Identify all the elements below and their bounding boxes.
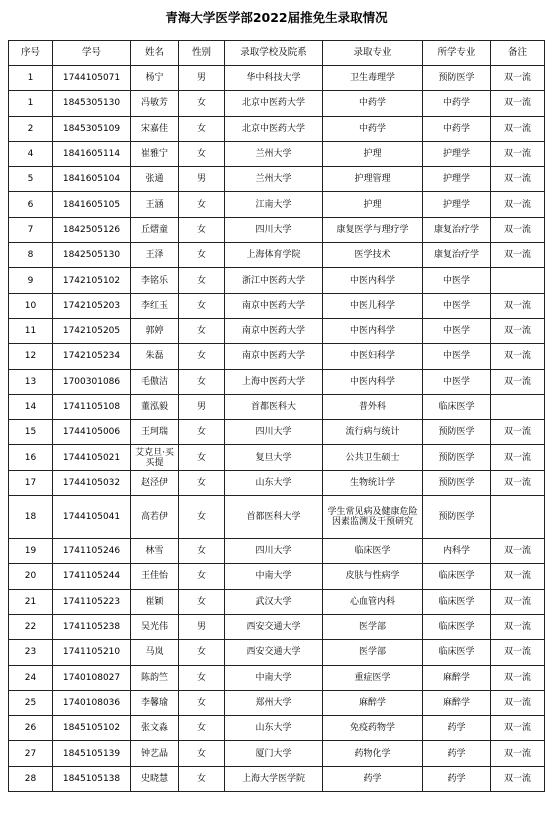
cell-name: 张文淼 (131, 716, 179, 741)
cell-admitted-major: 中医儿科学 (323, 293, 423, 318)
cell-admitted-major: 中医妇科学 (323, 344, 423, 369)
cell-admitted-major: 中药学 (323, 91, 423, 116)
cell-admitted-major: 麻醉学 (323, 690, 423, 715)
table-row (9, 589, 545, 614)
cell-student-id: 1744105041 (53, 496, 131, 539)
cell-name: 宋嘉佳 (131, 116, 179, 141)
header-admitted-school: 录取学校及院系 (225, 41, 323, 66)
cell-index: 5 (9, 167, 53, 192)
cell-studied-major: 中药学 (423, 91, 491, 116)
cell-admitted-school: 江南大学 (225, 192, 323, 217)
cell-gender: 女 (179, 293, 225, 318)
cell-student-id: 1845105138 (53, 766, 131, 791)
cell-gender: 女 (179, 91, 225, 116)
cell-student-id: 1741105210 (53, 640, 131, 665)
cell-studied-major: 康复治疗学 (423, 217, 491, 242)
cell-student-id: 1742105203 (53, 293, 131, 318)
table-row (9, 369, 545, 394)
cell-admitted-school: 西安交通大学 (225, 614, 323, 639)
cell-name: 朱磊 (131, 344, 179, 369)
cell-student-id: 1744105032 (53, 470, 131, 495)
cell-admitted-major: 药学 (323, 766, 423, 791)
cell-gender: 女 (179, 589, 225, 614)
cell-name: 王涵 (131, 192, 179, 217)
cell-admitted-school: 上海中医药大学 (225, 369, 323, 394)
cell-admitted-school: 上海体育学院 (225, 243, 323, 268)
cell-remark: 双一流 (491, 470, 545, 495)
cell-remark: 双一流 (491, 91, 545, 116)
cell-student-id: 1842505130 (53, 243, 131, 268)
cell-admitted-school: 复旦大学 (225, 445, 323, 470)
cell-admitted-school: 浙江中医药大学 (225, 268, 323, 293)
cell-student-id: 1741105238 (53, 614, 131, 639)
cell-remark (491, 394, 545, 419)
table-row (9, 217, 545, 242)
cell-admitted-major: 皮肤与性病学 (323, 564, 423, 589)
cell-admitted-school: 四川大学 (225, 217, 323, 242)
cell-studied-major: 中医学 (423, 268, 491, 293)
table-row (9, 766, 545, 791)
cell-gender: 女 (179, 243, 225, 268)
cell-gender: 女 (179, 369, 225, 394)
cell-admitted-school: 厦门大学 (225, 741, 323, 766)
cell-remark: 双一流 (491, 564, 545, 589)
cell-name: 张通 (131, 167, 179, 192)
header-studied-major: 所学专业 (423, 41, 491, 66)
cell-studied-major: 内科学 (423, 539, 491, 564)
cell-gender: 女 (179, 665, 225, 690)
cell-gender: 女 (179, 716, 225, 741)
cell-remark: 双一流 (491, 445, 545, 470)
cell-index: 17 (9, 470, 53, 495)
cell-student-id: 1841605104 (53, 167, 131, 192)
page-title: 青海大学医学部2022届推免生录取情况 (165, 10, 388, 25)
cell-remark: 双一流 (491, 539, 545, 564)
cell-student-id: 1740108027 (53, 665, 131, 690)
cell-index: 4 (9, 141, 53, 166)
cell-studied-major: 中药学 (423, 116, 491, 141)
table-row (9, 420, 545, 445)
cell-name: 杨宁 (131, 66, 179, 91)
cell-admitted-major: 学生常见病及健康危险因素监测及干预研究 (323, 496, 423, 539)
cell-gender: 女 (179, 318, 225, 343)
cell-admitted-major: 医学部 (323, 640, 423, 665)
cell-student-id: 1845305130 (53, 91, 131, 116)
cell-gender: 女 (179, 445, 225, 470)
cell-name: 李铭乐 (131, 268, 179, 293)
cell-student-id: 1841605114 (53, 141, 131, 166)
cell-studied-major: 预防医学 (423, 420, 491, 445)
cell-studied-major: 临床医学 (423, 614, 491, 639)
cell-admitted-school: 郑州大学 (225, 690, 323, 715)
cell-name: 崔颖 (131, 589, 179, 614)
cell-admitted-major: 心血管内科 (323, 589, 423, 614)
cell-remark: 双一流 (491, 766, 545, 791)
cell-remark: 双一流 (491, 141, 545, 166)
cell-admitted-major: 普外科 (323, 394, 423, 419)
cell-admitted-major: 护理 (323, 192, 423, 217)
cell-studied-major: 麻醉学 (423, 690, 491, 715)
table-row (9, 116, 545, 141)
cell-admitted-school: 北京中医药大学 (225, 91, 323, 116)
cell-admitted-school: 上海大学医学院 (225, 766, 323, 791)
cell-index: 21 (9, 589, 53, 614)
cell-name: 王佳怡 (131, 564, 179, 589)
cell-index: 10 (9, 293, 53, 318)
header-remark: 备注 (491, 41, 545, 66)
cell-admitted-school: 南京中医药大学 (225, 344, 323, 369)
cell-name: 郭婷 (131, 318, 179, 343)
cell-gender: 女 (179, 564, 225, 589)
cell-gender: 女 (179, 141, 225, 166)
cell-studied-major: 中医学 (423, 318, 491, 343)
cell-admitted-major: 免疫药物学 (323, 716, 423, 741)
cell-name: 史晓慧 (131, 766, 179, 791)
cell-student-id: 1741105244 (53, 564, 131, 589)
cell-admitted-major: 医学部 (323, 614, 423, 639)
cell-remark: 双一流 (491, 589, 545, 614)
cell-index: 15 (9, 420, 53, 445)
cell-remark: 双一流 (491, 614, 545, 639)
table-row (9, 66, 545, 91)
table-row (9, 665, 545, 690)
table-row (9, 167, 545, 192)
cell-admitted-school: 四川大学 (225, 420, 323, 445)
table-row (9, 690, 545, 715)
cell-name: 王泽 (131, 243, 179, 268)
cell-index: 23 (9, 640, 53, 665)
cell-admitted-major: 流行病与统计 (323, 420, 423, 445)
table-row (9, 470, 545, 495)
cell-index: 18 (9, 496, 53, 539)
cell-gender: 女 (179, 640, 225, 665)
cell-student-id: 1700301086 (53, 369, 131, 394)
table-row (9, 318, 545, 343)
cell-name: 赵泾伊 (131, 470, 179, 495)
cell-index: 28 (9, 766, 53, 791)
cell-index: 20 (9, 564, 53, 589)
table-row (9, 741, 545, 766)
cell-name: 丘熠童 (131, 217, 179, 242)
cell-studied-major: 药学 (423, 741, 491, 766)
table-row (9, 564, 545, 589)
cell-remark: 双一流 (491, 344, 545, 369)
cell-index: 11 (9, 318, 53, 343)
table-row (9, 192, 545, 217)
cell-student-id: 1741105223 (53, 589, 131, 614)
cell-admitted-major: 卫生毒理学 (323, 66, 423, 91)
cell-admitted-school: 中南大学 (225, 564, 323, 589)
cell-remark: 双一流 (491, 690, 545, 715)
cell-studied-major: 药学 (423, 716, 491, 741)
table-row (9, 394, 545, 419)
cell-student-id: 1845105139 (53, 741, 131, 766)
cell-remark: 双一流 (491, 716, 545, 741)
cell-remark: 双一流 (491, 167, 545, 192)
cell-index: 1 (9, 91, 53, 116)
cell-admitted-major: 临床医学 (323, 539, 423, 564)
cell-admitted-major: 护理管理 (323, 167, 423, 192)
cell-student-id: 1845305109 (53, 116, 131, 141)
cell-admitted-major: 中医内科学 (323, 369, 423, 394)
cell-name: 马岚 (131, 640, 179, 665)
cell-admitted-major: 中医内科学 (323, 318, 423, 343)
cell-index: 8 (9, 243, 53, 268)
table-row (9, 141, 545, 166)
table-row (9, 640, 545, 665)
cell-index: 26 (9, 716, 53, 741)
cell-admitted-major: 医学技术 (323, 243, 423, 268)
table-row (9, 445, 545, 470)
cell-studied-major: 麻醉学 (423, 665, 491, 690)
cell-name: 吴光伟 (131, 614, 179, 639)
cell-student-id: 1744105071 (53, 66, 131, 91)
cell-remark: 双一流 (491, 420, 545, 445)
cell-studied-major: 中医学 (423, 293, 491, 318)
cell-gender: 女 (179, 496, 225, 539)
cell-admitted-school: 南京中医药大学 (225, 318, 323, 343)
cell-studied-major: 预防医学 (423, 66, 491, 91)
cell-gender: 男 (179, 614, 225, 639)
cell-index: 25 (9, 690, 53, 715)
cell-gender: 女 (179, 344, 225, 369)
cell-admitted-major: 药物化学 (323, 741, 423, 766)
cell-admitted-school: 武汉大学 (225, 589, 323, 614)
cell-studied-major: 药学 (423, 766, 491, 791)
cell-studied-major: 护理学 (423, 192, 491, 217)
cell-gender: 女 (179, 690, 225, 715)
table-row (9, 91, 545, 116)
cell-admitted-major: 公共卫生硕士 (323, 445, 423, 470)
cell-student-id: 1740108036 (53, 690, 131, 715)
cell-admitted-school: 首都医科大学 (225, 496, 323, 539)
cell-index: 7 (9, 217, 53, 242)
cell-studied-major: 预防医学 (423, 445, 491, 470)
table-row (9, 268, 545, 293)
cell-studied-major: 临床医学 (423, 589, 491, 614)
cell-student-id: 1842505126 (53, 217, 131, 242)
cell-remark: 双一流 (491, 640, 545, 665)
table-row (9, 614, 545, 639)
admission-table (8, 40, 545, 792)
header-gender: 性别 (179, 41, 225, 66)
cell-admitted-major: 重症医学 (323, 665, 423, 690)
cell-remark: 双一流 (491, 217, 545, 242)
cell-admitted-major: 生物统计学 (323, 470, 423, 495)
cell-student-id: 1741105246 (53, 539, 131, 564)
cell-studied-major: 中医学 (423, 344, 491, 369)
table-body (9, 66, 545, 792)
cell-index: 12 (9, 344, 53, 369)
cell-remark (491, 268, 545, 293)
cell-gender: 男 (179, 167, 225, 192)
cell-studied-major: 临床医学 (423, 640, 491, 665)
cell-studied-major: 护理学 (423, 167, 491, 192)
cell-student-id: 1744105006 (53, 420, 131, 445)
cell-index: 1 (9, 66, 53, 91)
cell-admitted-school: 南京中医药大学 (225, 293, 323, 318)
header-admitted-major: 录取专业 (323, 41, 423, 66)
cell-name: 陈韵竺 (131, 665, 179, 690)
table-row (9, 293, 545, 318)
cell-remark: 双一流 (491, 369, 545, 394)
table-row (9, 716, 545, 741)
cell-index: 27 (9, 741, 53, 766)
cell-admitted-school: 华中科技大学 (225, 66, 323, 91)
cell-name: 林雪 (131, 539, 179, 564)
cell-name: 王珂瑞 (131, 420, 179, 445)
cell-gender: 男 (179, 66, 225, 91)
cell-studied-major: 康复治疗学 (423, 243, 491, 268)
cell-admitted-school: 兰州大学 (225, 141, 323, 166)
cell-remark: 双一流 (491, 318, 545, 343)
cell-student-id: 1845105102 (53, 716, 131, 741)
cell-admitted-school: 山东大学 (225, 470, 323, 495)
cell-name: 董泓毅 (131, 394, 179, 419)
cell-admitted-school: 兰州大学 (225, 167, 323, 192)
cell-index: 2 (9, 116, 53, 141)
cell-gender: 女 (179, 741, 225, 766)
cell-index: 16 (9, 445, 53, 470)
table-row (9, 496, 545, 539)
cell-remark: 双一流 (491, 192, 545, 217)
cell-remark: 双一流 (491, 741, 545, 766)
cell-index: 13 (9, 369, 53, 394)
cell-studied-major: 预防医学 (423, 496, 491, 539)
cell-remark (491, 496, 545, 539)
cell-remark: 双一流 (491, 243, 545, 268)
cell-admitted-school: 首都医科大 (225, 394, 323, 419)
header-student-id: 学号 (53, 41, 131, 66)
cell-index: 9 (9, 268, 53, 293)
cell-index: 22 (9, 614, 53, 639)
cell-admitted-school: 西安交通大学 (225, 640, 323, 665)
cell-gender: 女 (179, 217, 225, 242)
cell-remark: 双一流 (491, 293, 545, 318)
cell-gender: 女 (179, 116, 225, 141)
cell-remark: 双一流 (491, 66, 545, 91)
cell-name: 崔雅宁 (131, 141, 179, 166)
cell-gender: 女 (179, 539, 225, 564)
cell-name: 毛傲洁 (131, 369, 179, 394)
cell-gender: 女 (179, 192, 225, 217)
table-row (9, 539, 545, 564)
cell-name: 李红玉 (131, 293, 179, 318)
cell-name: 钟艺晶 (131, 741, 179, 766)
cell-remark: 双一流 (491, 665, 545, 690)
cell-name: 高若伊 (131, 496, 179, 539)
cell-studied-major: 预防医学 (423, 470, 491, 495)
cell-gender: 女 (179, 420, 225, 445)
table-row (9, 243, 545, 268)
cell-student-id: 1741105108 (53, 394, 131, 419)
cell-remark: 双一流 (491, 116, 545, 141)
cell-index: 14 (9, 394, 53, 419)
cell-gender: 女 (179, 766, 225, 791)
cell-name: 艾克旦·买买提 (131, 445, 179, 470)
cell-studied-major: 中医学 (423, 369, 491, 394)
table-header-row (9, 41, 545, 66)
cell-studied-major: 临床医学 (423, 564, 491, 589)
cell-gender: 男 (179, 394, 225, 419)
cell-name: 李馨瑜 (131, 690, 179, 715)
header-name: 姓名 (131, 41, 179, 66)
cell-admitted-major: 中医内科学 (323, 268, 423, 293)
cell-gender: 女 (179, 470, 225, 495)
cell-index: 24 (9, 665, 53, 690)
cell-name: 冯敏芳 (131, 91, 179, 116)
cell-admitted-major: 中药学 (323, 116, 423, 141)
cell-admitted-school: 四川大学 (225, 539, 323, 564)
cell-index: 6 (9, 192, 53, 217)
header-index: 序号 (9, 41, 53, 66)
cell-admitted-major: 护理 (323, 141, 423, 166)
table-row (9, 344, 545, 369)
cell-student-id: 1841605105 (53, 192, 131, 217)
cell-gender: 女 (179, 268, 225, 293)
cell-studied-major: 护理学 (423, 141, 491, 166)
cell-student-id: 1742105102 (53, 268, 131, 293)
cell-student-id: 1742105205 (53, 318, 131, 343)
cell-student-id: 1744105021 (53, 445, 131, 470)
cell-index: 19 (9, 539, 53, 564)
cell-admitted-school: 山东大学 (225, 716, 323, 741)
cell-admitted-school: 中南大学 (225, 665, 323, 690)
cell-studied-major: 临床医学 (423, 394, 491, 419)
cell-admitted-major: 康复医学与理疗学 (323, 217, 423, 242)
cell-student-id: 1742105234 (53, 344, 131, 369)
cell-admitted-school: 北京中医药大学 (225, 116, 323, 141)
